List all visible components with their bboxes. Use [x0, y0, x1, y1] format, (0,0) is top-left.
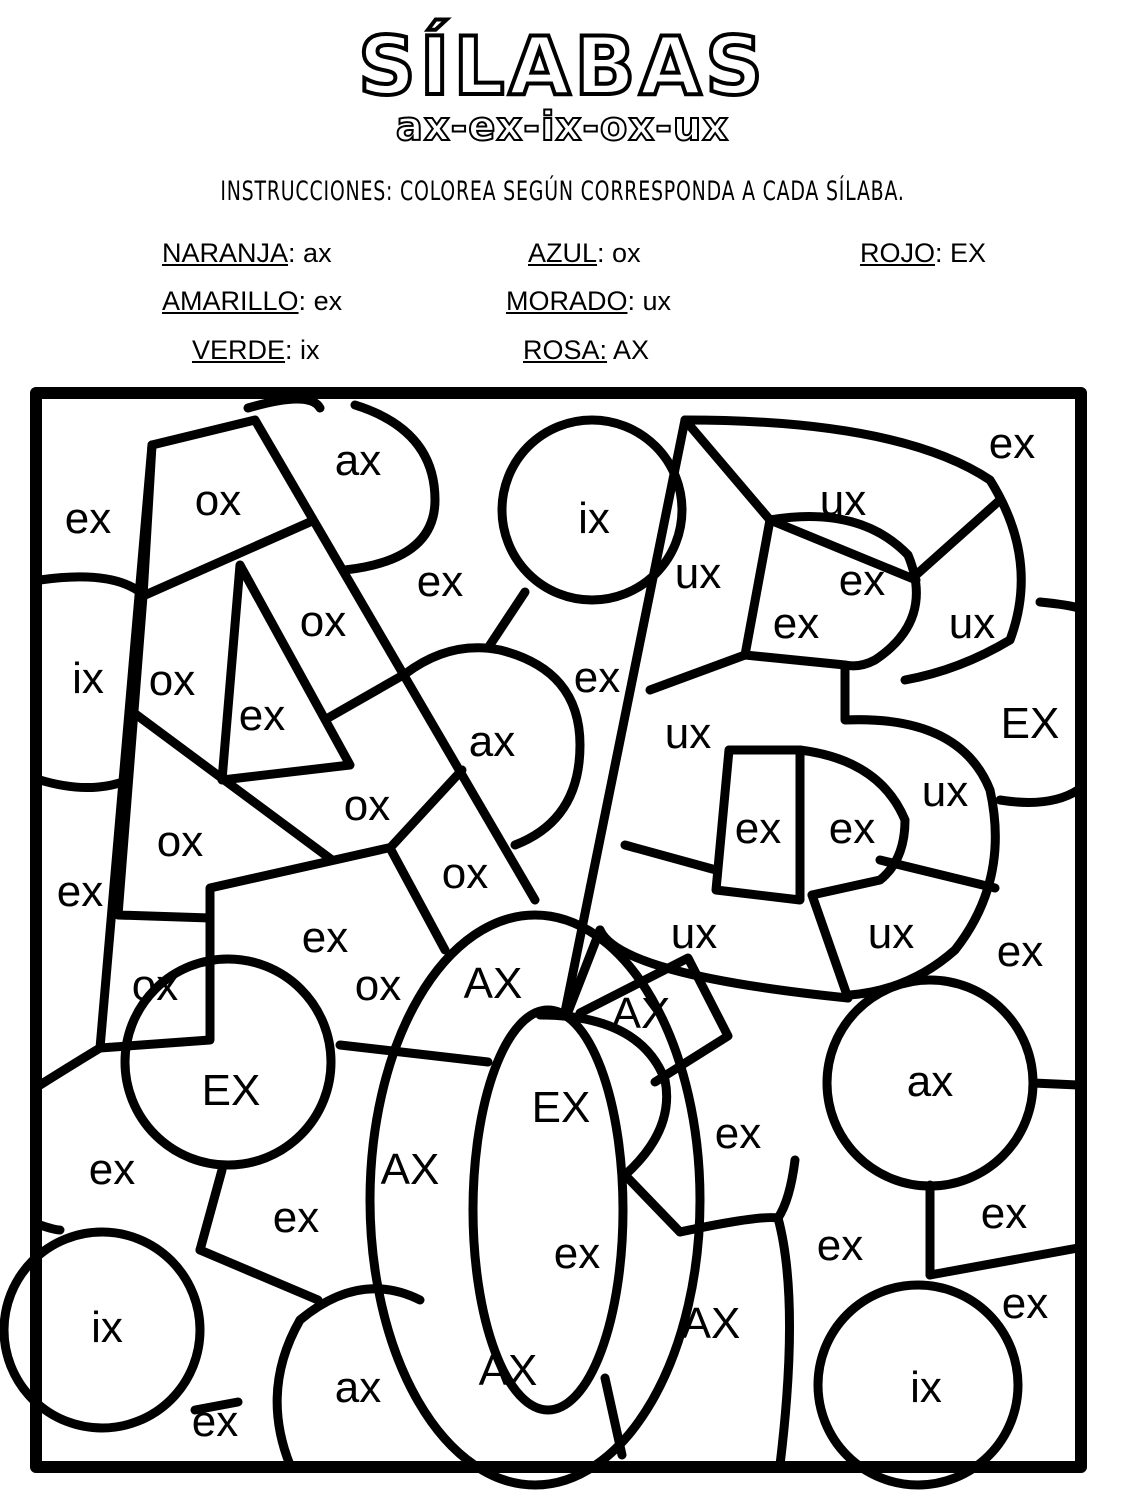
syllable-label: ox: [131, 961, 179, 1010]
worksheet-title: SÍLABAS: [358, 20, 767, 113]
syllable-label: ex: [64, 494, 112, 543]
syllable-label: ox: [343, 781, 391, 830]
syllable-label: ex: [272, 1193, 320, 1242]
syllable-label: ux: [948, 599, 996, 648]
syllable-label: ex: [1001, 1279, 1049, 1328]
syllable-label: ex: [88, 1145, 136, 1194]
syllable-label: ex: [56, 867, 104, 916]
legend-item-morado: MORADO: ux: [506, 286, 672, 316]
syllable-label: ox: [354, 961, 402, 1010]
legend-item-rosa: ROSA: AX: [523, 335, 650, 365]
syllable-label: AX: [611, 989, 671, 1038]
syllable-label: ex: [996, 927, 1044, 976]
syllable-label: ax: [468, 717, 516, 766]
syllable-label: ex: [191, 1397, 239, 1446]
syllable-label: ex: [988, 419, 1036, 468]
instructions-text: INSTRUCCIONES: COLOREA SEGÚN CORRESPONDA A CADA SÍLABA.: [220, 176, 905, 207]
syllable-label: ix: [91, 1303, 123, 1352]
syllable-label: ox: [156, 817, 204, 866]
legend-item-rojo: ROJO: EX: [860, 238, 987, 268]
syllable-label: AX: [463, 959, 523, 1008]
syllable-label: ix: [72, 654, 104, 703]
worksheet-subtitle: ax-ex-ix-ox-ux: [395, 104, 730, 150]
syllable-label: ux: [670, 909, 718, 958]
legend-item-naranja: NARANJA: ax: [162, 238, 332, 268]
syllable-label: ox: [194, 476, 242, 525]
syllable-label: ix: [578, 494, 610, 543]
syllable-label: ox: [441, 849, 489, 898]
syllable-label: ex: [714, 1109, 762, 1158]
syllable-label: ux: [674, 549, 722, 598]
syllable-label: ax: [334, 436, 382, 485]
syllable-label: ex: [838, 556, 886, 605]
syllable-label: ex: [301, 913, 349, 962]
syllable-label: AX: [681, 1299, 741, 1348]
syllable-label: ex: [553, 1229, 601, 1278]
legend-item-azul: AZUL: ox: [528, 238, 641, 268]
syllable-label: EX: [1000, 699, 1060, 748]
syllable-label: ax: [906, 1057, 954, 1106]
legend-item-verde: VERDE: ix: [192, 335, 320, 365]
syllable-label: AX: [478, 1346, 538, 1395]
syllable-label: ix: [910, 1363, 942, 1412]
syllable-label: ux: [921, 767, 969, 816]
syllable-label: ex: [573, 653, 621, 702]
syllable-label: ex: [734, 804, 782, 853]
syllable-label: EX: [531, 1083, 591, 1132]
syllable-label: ex: [816, 1221, 864, 1270]
region-outlines: [4, 393, 1081, 1485]
syllable-label: ux: [664, 709, 712, 758]
syllable-label: ex: [772, 599, 820, 648]
syllable-label: ox: [148, 656, 196, 705]
syllable-label: ex: [416, 557, 464, 606]
legend-item-amarillo: AMARILLO: ex: [162, 286, 343, 316]
syllable-label: ex: [238, 691, 286, 740]
syllable-label: ex: [828, 804, 876, 853]
syllable-label: EX: [201, 1066, 261, 1115]
syllable-label: ux: [819, 476, 867, 525]
syllable-label: AX: [380, 1145, 440, 1194]
syllable-label: ax: [334, 1363, 382, 1412]
syllable-label: ux: [867, 909, 915, 958]
syllable-label: ox: [299, 597, 347, 646]
syllable-label: ex: [980, 1189, 1028, 1238]
